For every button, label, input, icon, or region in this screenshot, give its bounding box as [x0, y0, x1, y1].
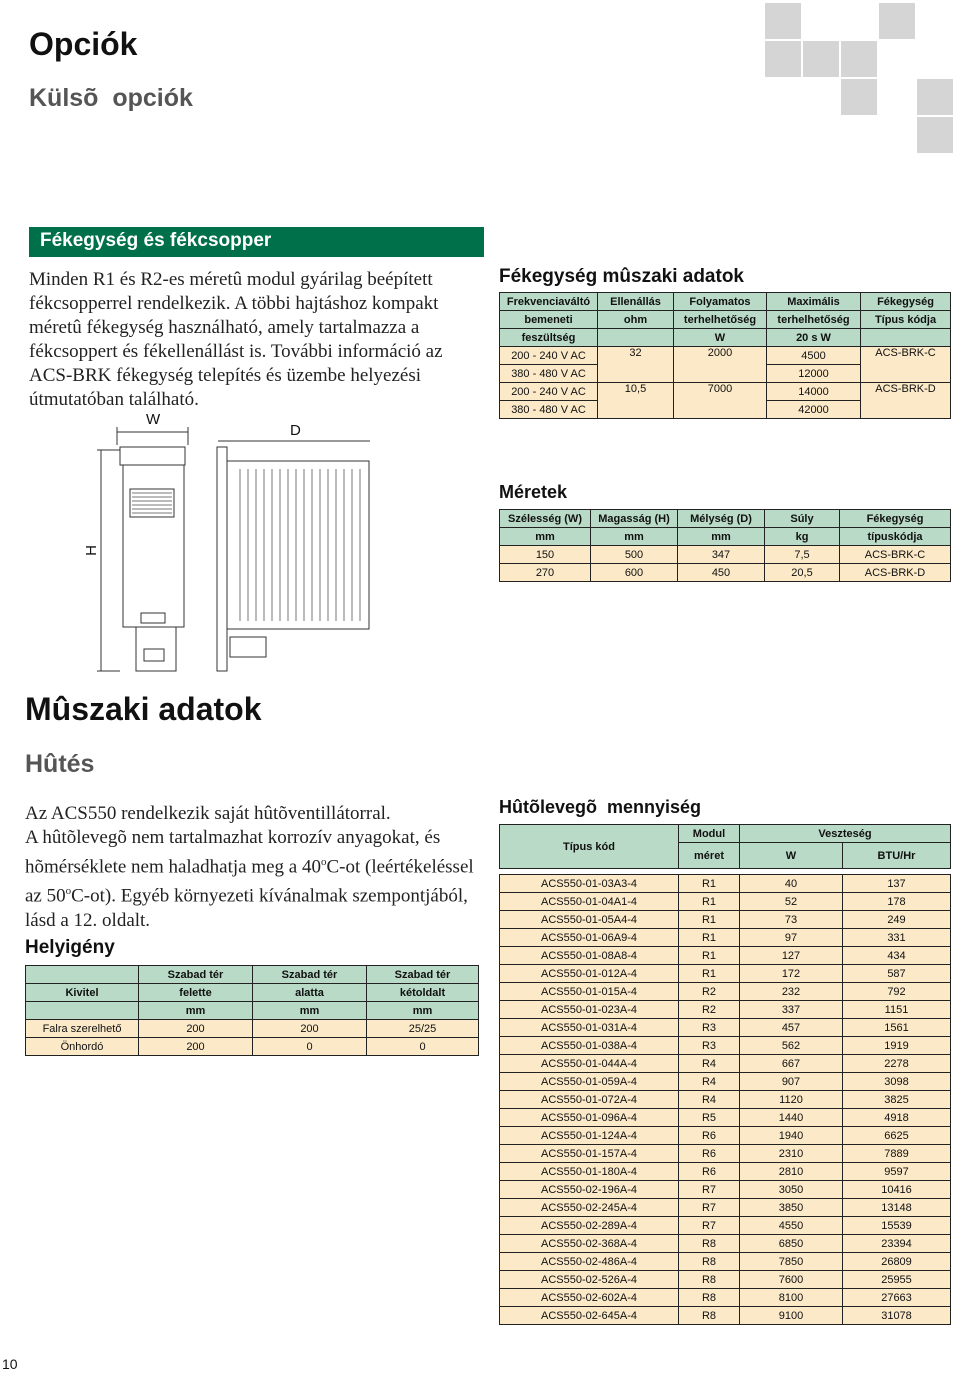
airflow-table	[499, 824, 951, 1325]
cooling-paragraph	[25, 802, 480, 933]
cell: 232	[740, 983, 843, 1001]
cell: ACS-BRK-D	[861, 383, 951, 419]
cell: 15539	[843, 1217, 951, 1235]
tech-title: Mûszaki adatok	[25, 691, 262, 727]
hdr: felette	[139, 984, 253, 1002]
cell: ACS550-01-038A-4	[500, 1037, 679, 1055]
hdr: Szabad tér	[367, 966, 479, 984]
cell: 331	[843, 929, 951, 947]
hdr: Szélesség (W)	[500, 510, 591, 528]
hdr: feszültség	[500, 329, 598, 347]
hdr: ohm	[598, 311, 674, 329]
cell: 23394	[843, 1235, 951, 1253]
cell: ACS550-01-044A-4	[500, 1055, 679, 1073]
cell: R4	[679, 1073, 740, 1091]
cell: 3098	[843, 1073, 951, 1091]
cell: R5	[679, 1109, 740, 1127]
dimensions-table	[499, 509, 951, 582]
table-row	[500, 383, 951, 401]
hdr: bemeneti	[500, 311, 598, 329]
cell: ACS550-02-645A-4	[500, 1307, 679, 1325]
cooling-text-c: C-ot (leértékeléssel az 50	[25, 856, 474, 907]
cell: 97	[740, 929, 843, 947]
cell: R7	[679, 1181, 740, 1199]
cell: ACS550-01-015A-4	[500, 983, 679, 1001]
table-row	[500, 983, 951, 1001]
table-row	[500, 911, 951, 929]
hdr: kétoldalt	[367, 984, 479, 1002]
table-row	[500, 1307, 951, 1325]
cell: ACS550-02-602A-4	[500, 1289, 679, 1307]
cell: 1561	[843, 1019, 951, 1037]
hdr: Típus kódja	[861, 311, 951, 329]
cell: R8	[679, 1271, 740, 1289]
cell: 150	[500, 546, 591, 564]
cell: 27663	[843, 1289, 951, 1307]
cell: ACS550-01-023A-4	[500, 1001, 679, 1019]
hdr: mm	[139, 1002, 253, 1020]
cell: 31078	[843, 1307, 951, 1325]
brake-section-bar: Fékegység és fékcsopper	[29, 227, 484, 257]
hdr: terhelhetőség	[674, 311, 767, 329]
cell: 347	[678, 546, 765, 564]
decorative-squares	[760, 0, 960, 160]
brake-specs-table	[499, 292, 951, 419]
cell: R1	[679, 875, 740, 893]
width-label: W	[146, 411, 161, 428]
cell: 6850	[740, 1235, 843, 1253]
cell: 200	[253, 1020, 367, 1038]
cell: 40	[740, 875, 843, 893]
cell: 25955	[843, 1271, 951, 1289]
cell: 380 - 480 V AC	[500, 401, 598, 419]
hdr: Frekvenciaváltó	[500, 293, 598, 311]
cell: ACS550-02-289A-4	[500, 1217, 679, 1235]
hdr	[26, 1002, 139, 1020]
cell: 10,5	[598, 383, 674, 419]
hdr-type: Típus kód	[500, 825, 679, 869]
hdr-btu: BTU/Hr	[843, 843, 951, 869]
brake-specs-title: Fékegység mûszaki adatok	[499, 266, 744, 287]
tech-subtitle: Hûtés	[25, 750, 95, 778]
cell: 137	[843, 875, 951, 893]
hdr: mm	[591, 528, 678, 546]
cooling-line-a: Az ACS550 rendelkezik saját hûtõventillátorral.	[25, 803, 391, 824]
cell: 8100	[740, 1289, 843, 1307]
cell: 172	[740, 965, 843, 983]
cell: ACS550-02-245A-4	[500, 1199, 679, 1217]
cell: 73	[740, 911, 843, 929]
table-row	[500, 1163, 951, 1181]
cell: ACS550-02-486A-4	[500, 1253, 679, 1271]
space-title: Helyigény	[25, 937, 115, 958]
cooling-line-b	[25, 826, 480, 933]
hdr: alatta	[253, 984, 367, 1002]
hdr: mm	[500, 528, 591, 546]
cell: 13148	[843, 1199, 951, 1217]
cell: 12000	[767, 365, 861, 383]
hdr: Magasság (H)	[591, 510, 678, 528]
cell: ACS550-01-124A-4	[500, 1127, 679, 1145]
cell: 178	[843, 893, 951, 911]
cell: R3	[679, 1037, 740, 1055]
table-row	[500, 1235, 951, 1253]
hdr: Kivitel	[26, 984, 139, 1002]
cell: 200	[139, 1020, 253, 1038]
hdr: kg	[765, 528, 840, 546]
table-row	[500, 875, 951, 893]
cell: 500	[591, 546, 678, 564]
cell: R1	[679, 929, 740, 947]
table-row	[500, 1127, 951, 1145]
hdr: W	[674, 329, 767, 347]
cell: R8	[679, 1253, 740, 1271]
cell: 10416	[843, 1181, 951, 1199]
page-subtitle: Külsõ opciók	[29, 84, 193, 112]
cell: R2	[679, 983, 740, 1001]
cell: 1940	[740, 1127, 843, 1145]
hdr: típuskódja	[840, 528, 951, 546]
cell: ACS550-01-05A4-4	[500, 911, 679, 929]
cell: 25/25	[367, 1020, 479, 1038]
cell: 7600	[740, 1271, 843, 1289]
cell: ACS-BRK-C	[840, 546, 951, 564]
cell: ACS550-01-180A-4	[500, 1163, 679, 1181]
cell: R6	[679, 1145, 740, 1163]
hdr: Szabad tér	[253, 966, 367, 984]
cell: 7000	[674, 383, 767, 419]
dimensions-title: Méretek	[499, 482, 568, 502]
table-row	[500, 564, 951, 582]
table-row	[500, 1217, 951, 1235]
cell: 907	[740, 1073, 843, 1091]
table-row	[500, 1145, 951, 1163]
cell: 3850	[740, 1199, 843, 1217]
table-row	[500, 1199, 951, 1217]
table-row	[500, 929, 951, 947]
cell: R8	[679, 1307, 740, 1325]
cell: 4918	[843, 1109, 951, 1127]
page-number: 10	[2, 1356, 18, 1372]
drawing-svg	[80, 405, 380, 675]
table-row	[500, 347, 951, 365]
table-row	[500, 965, 951, 983]
table-row	[500, 1055, 951, 1073]
cell: 7889	[843, 1145, 951, 1163]
hdr	[598, 329, 674, 347]
cell: 6625	[843, 1127, 951, 1145]
cell: 587	[843, 965, 951, 983]
brake-paragraph: Minden R1 és R2-es méretû modul gyárilag beépített fékcsopperrel rendelkezik. A többi hajtáshoz kompakt méretû fékegység használható, amely tartalmazza a fékcsoppert és fékellenállást is. További információ az ACS-BRK fékegység telepítés és üzembe helyezési útmutatóban található.	[29, 269, 443, 410]
cell: 3050	[740, 1181, 843, 1199]
hdr: Maximális	[767, 293, 861, 311]
table-row	[26, 1020, 479, 1038]
cell: ACS550-02-526A-4	[500, 1271, 679, 1289]
table-row	[26, 1038, 479, 1056]
cell: 434	[843, 947, 951, 965]
table-row	[500, 947, 951, 965]
cell: 270	[500, 564, 591, 582]
table-row	[500, 1289, 951, 1307]
cell: 2310	[740, 1145, 843, 1163]
hdr	[26, 966, 139, 984]
page-title: Opciók	[29, 26, 138, 62]
cell: 4500	[767, 347, 861, 365]
cell: R1	[679, 947, 740, 965]
cell: R3	[679, 1019, 740, 1037]
cell: ACS550-01-03A3-4	[500, 875, 679, 893]
hdr	[861, 329, 951, 347]
hdr-loss: Veszteség	[740, 825, 951, 843]
cell: ACS-BRK-D	[840, 564, 951, 582]
cell: 600	[591, 564, 678, 582]
cell: R2	[679, 1001, 740, 1019]
cell: R8	[679, 1289, 740, 1307]
brake-unit-drawing	[80, 405, 380, 675]
degree-mark: o	[320, 856, 327, 868]
cell: ACS-BRK-C	[861, 347, 951, 383]
airflow-title: Hûtõlevegõ mennyiség	[499, 797, 702, 817]
cell: R7	[679, 1199, 740, 1217]
cell: ACS550-01-06A9-4	[500, 929, 679, 947]
cell: 52	[740, 893, 843, 911]
hdr: mm	[253, 1002, 367, 1020]
table-row	[500, 1181, 951, 1199]
cell: 14000	[767, 383, 861, 401]
hdr: Szabad tér	[139, 966, 253, 984]
cell: ACS550-01-072A-4	[500, 1091, 679, 1109]
cell: ACS550-01-096A-4	[500, 1109, 679, 1127]
cell: 667	[740, 1055, 843, 1073]
cell: Önhordó	[26, 1038, 139, 1056]
cell: 0	[367, 1038, 479, 1056]
hdr: Folyamatos	[674, 293, 767, 311]
cell: R6	[679, 1127, 740, 1145]
cell: 20,5	[765, 564, 840, 582]
table-row	[500, 1019, 951, 1037]
cell: ACS550-02-368A-4	[500, 1235, 679, 1253]
cell: 2278	[843, 1055, 951, 1073]
cell: 1919	[843, 1037, 951, 1055]
cell: 200 - 240 V AC	[500, 347, 598, 365]
cell: ACS550-01-08A8-4	[500, 947, 679, 965]
hdr: Fékegység	[840, 510, 951, 528]
cell: 562	[740, 1037, 843, 1055]
cooling-text-d: C-ot). Egyéb környezeti kívánalmak szempontjából, lásd a 12. oldalt.	[25, 885, 468, 931]
table-row	[500, 893, 951, 911]
cell: ACS550-01-059A-4	[500, 1073, 679, 1091]
space-table	[25, 965, 479, 1056]
hdr: mm	[678, 528, 765, 546]
table-row	[500, 1253, 951, 1271]
hdr: Mélység (D)	[678, 510, 765, 528]
hdr: 20 s W	[767, 329, 861, 347]
table-row	[500, 1271, 951, 1289]
cell: 4550	[740, 1217, 843, 1235]
hdr-w: W	[740, 843, 843, 869]
cell: ACS550-02-196A-4	[500, 1181, 679, 1199]
cell: R6	[679, 1163, 740, 1181]
height-label: H	[82, 545, 100, 556]
cell: R7	[679, 1217, 740, 1235]
hdr: Fékegység	[861, 293, 951, 311]
cell: R1	[679, 893, 740, 911]
cell: Falra szerelhető	[26, 1020, 139, 1038]
hdr: mm	[367, 1002, 479, 1020]
cell: 2000	[674, 347, 767, 383]
cell: 9597	[843, 1163, 951, 1181]
cell: 3825	[843, 1091, 951, 1109]
cell: 380 - 480 V AC	[500, 365, 598, 383]
table-row	[500, 1001, 951, 1019]
cell: 249	[843, 911, 951, 929]
cell: 42000	[767, 401, 861, 419]
cell: 337	[740, 1001, 843, 1019]
cell: 7,5	[765, 546, 840, 564]
cell: 0	[253, 1038, 367, 1056]
degree-mark: o	[65, 885, 72, 898]
cell: 26809	[843, 1253, 951, 1271]
table-row	[500, 546, 951, 564]
depth-label: D	[290, 422, 301, 439]
cell: 200	[139, 1038, 253, 1056]
table-row	[500, 1091, 951, 1109]
table-row	[500, 1073, 951, 1091]
hdr: Ellenállás	[598, 293, 674, 311]
cell: R8	[679, 1235, 740, 1253]
cell: 32	[598, 347, 674, 383]
cell: ACS550-01-157A-4	[500, 1145, 679, 1163]
table-row	[500, 1109, 951, 1127]
hdr-size: méret	[679, 843, 740, 869]
cooling-text-b: A hûtõlevegõ nem tartalmazhat korrozív anyagokat, és hõmérséklete nem haladhatja meg a 40	[25, 827, 441, 878]
cell: 127	[740, 947, 843, 965]
cell: R4	[679, 1091, 740, 1109]
hdr: Súly	[765, 510, 840, 528]
airflow-rows	[500, 875, 951, 1325]
cell: R4	[679, 1055, 740, 1073]
hdr: terhelhetőség	[767, 311, 861, 329]
cell: 2810	[740, 1163, 843, 1181]
cell: ACS550-01-012A-4	[500, 965, 679, 983]
cell: 457	[740, 1019, 843, 1037]
table-row	[500, 1037, 951, 1055]
cell: 450	[678, 564, 765, 582]
hdr-module: Modul	[679, 825, 740, 843]
cell: R1	[679, 911, 740, 929]
cell: 1151	[843, 1001, 951, 1019]
cell: 9100	[740, 1307, 843, 1325]
cell: ACS550-01-031A-4	[500, 1019, 679, 1037]
cell: 792	[843, 983, 951, 1001]
cell: R1	[679, 965, 740, 983]
cell: 1440	[740, 1109, 843, 1127]
cell: 7850	[740, 1253, 843, 1271]
cell: 200 - 240 V AC	[500, 383, 598, 401]
cell: 1120	[740, 1091, 843, 1109]
cell: ACS550-01-04A1-4	[500, 893, 679, 911]
